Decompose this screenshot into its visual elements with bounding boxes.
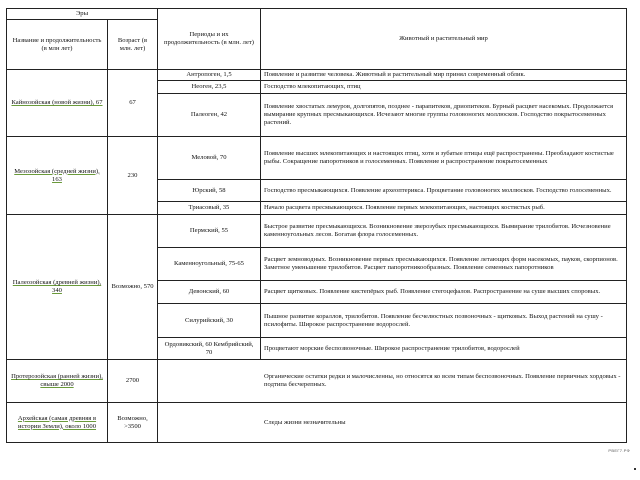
life-anthropogene: Появление и развитие человека. Животный и растительный мир принял современный облик. xyxy=(261,70,627,81)
era-age-paleozoic: Возможно, 570 xyxy=(108,215,158,360)
era-age-proterozoic: 2700 xyxy=(108,360,158,403)
table-row xyxy=(7,137,627,180)
life-devonian: Расцвет щитковых. Появление кистепёрых рыб. Появление стегоцефалов. Распространение на суше высших споровых. xyxy=(261,281,627,304)
era-age-archean: Возможно, >3500 xyxy=(108,403,158,443)
table-row xyxy=(7,70,627,81)
life-cretaceous: Появление высших млекопитающих и настоящих птиц, хотя и зубатые птицы ещё распространены. Преобладают костистые рыбы. Сокращение папоротников и голосеменных. Появление и распространение покрытосеменных xyxy=(261,137,627,180)
period-triassic: Триасовый, 35 xyxy=(158,202,261,215)
period-anthropogene: Антропоген, 1,5 xyxy=(158,70,261,81)
era-name-paleozoic: Палеозойская (древней жизни), 340 xyxy=(7,215,108,360)
period-silurian: Силурийский, 30 xyxy=(158,304,261,338)
era-name-archean: Архейская (самая древняя в истории Земли), около 1000 xyxy=(7,403,108,443)
life-neogene: Господство млекопитающих, птиц xyxy=(261,81,627,94)
life-proterozoic: Органические остатки редки и малочисленны, но относятся ко всем типам беспозвоночных. Появление первичных хордовых - подтипа бесчерепных. xyxy=(158,360,627,403)
era-name-mesozoic: Мезозойская (средней жизни), 163 xyxy=(7,137,108,215)
geologic-timescale-page xyxy=(6,8,626,443)
era-name-cenozoic: Кайнозойская (новой жизни), 67 xyxy=(7,70,108,137)
life-jurassic: Господство пресмыкающихся. Появление археоптерикса. Процветание головоногих моллюсков. Господство голосеменных. xyxy=(261,180,627,202)
header-eras: Эры xyxy=(7,9,158,20)
life-ordovician-cambrian: Процветают морские беспозвоночные. Широкое распространение трилобитов, водорослей xyxy=(261,338,627,360)
period-neogene: Неоген, 23,5 xyxy=(158,81,261,94)
life-triassic: Начало расцвета пресмыкающихся. Появление первых млекопитающих, настоящих костистых рыб. xyxy=(261,202,627,215)
era-name-proterozoic: Протерозойская (ранней жизни), свыше 2000 xyxy=(7,360,108,403)
life-paleogene: Появление хвостатых лемуров, долгопятов, позднее - парапитеков, дриопитеков. Бурный расцвет насекомых. Продолжается вымирание крупных пресмыкающихся. Исчезают многие группы головоногих моллюсков. Господство покрытосеменных растений. xyxy=(261,94,627,137)
period-cretaceous: Меловой, 70 xyxy=(158,137,261,180)
period-ordovician-cambrian: Ордовикский, 60 Кембрийский, 70 xyxy=(158,338,261,360)
period-devonian: Девонский, 60 xyxy=(158,281,261,304)
life-silurian: Пышное развитие кораллов, трилобитов. Появление бесчелюстных позвоночных - щитковых. Выход растений на сушу - псилофиты. Широкое распространение водорослей. xyxy=(261,304,627,338)
life-archean: Следы жизни незначительны xyxy=(158,403,627,443)
header-age: Возраст (в млн. лет) xyxy=(108,20,158,70)
header-periods: Периоды и их продолжительность (в млн. лет) xyxy=(158,9,261,70)
header-row-top xyxy=(7,9,627,20)
life-permian: Быстрое развитие пресмыкающихся. Возникновение зверозубых пресмыкающихся. Вымирание трилобитов. Исчезновение каменноугольных лесов. Богатая флора голосеменных. xyxy=(261,215,627,248)
corner-dot xyxy=(634,468,636,470)
table-row xyxy=(7,215,627,248)
table-row xyxy=(7,403,627,443)
table-row xyxy=(7,360,627,403)
period-carboniferous: Каменноугольный, 75-65 xyxy=(158,248,261,281)
era-age-cenozoic: 67 xyxy=(108,70,158,137)
period-jurassic: Юрский, 58 xyxy=(158,180,261,202)
geologic-eras-table xyxy=(6,8,627,443)
life-carboniferous: Расцвет земноводных. Возникновение первых пресмыкающихся. Появление летающих форм насекомых, пауков, скорпионов. Заметное уменьшение трилобитов. Расцвет папоротникообразных. Появление семенных папоротников xyxy=(261,248,627,281)
header-name-duration: Название и продолжительность (в млн лет) xyxy=(7,20,108,70)
header-life: Животный и растительный мир xyxy=(261,9,627,70)
site-watermark: РВЕГ7.РФ xyxy=(608,448,630,453)
era-age-mesozoic: 230 xyxy=(108,137,158,215)
period-permian: Пермский, 55 xyxy=(158,215,261,248)
period-paleogene: Палеоген, 42 xyxy=(158,94,261,137)
